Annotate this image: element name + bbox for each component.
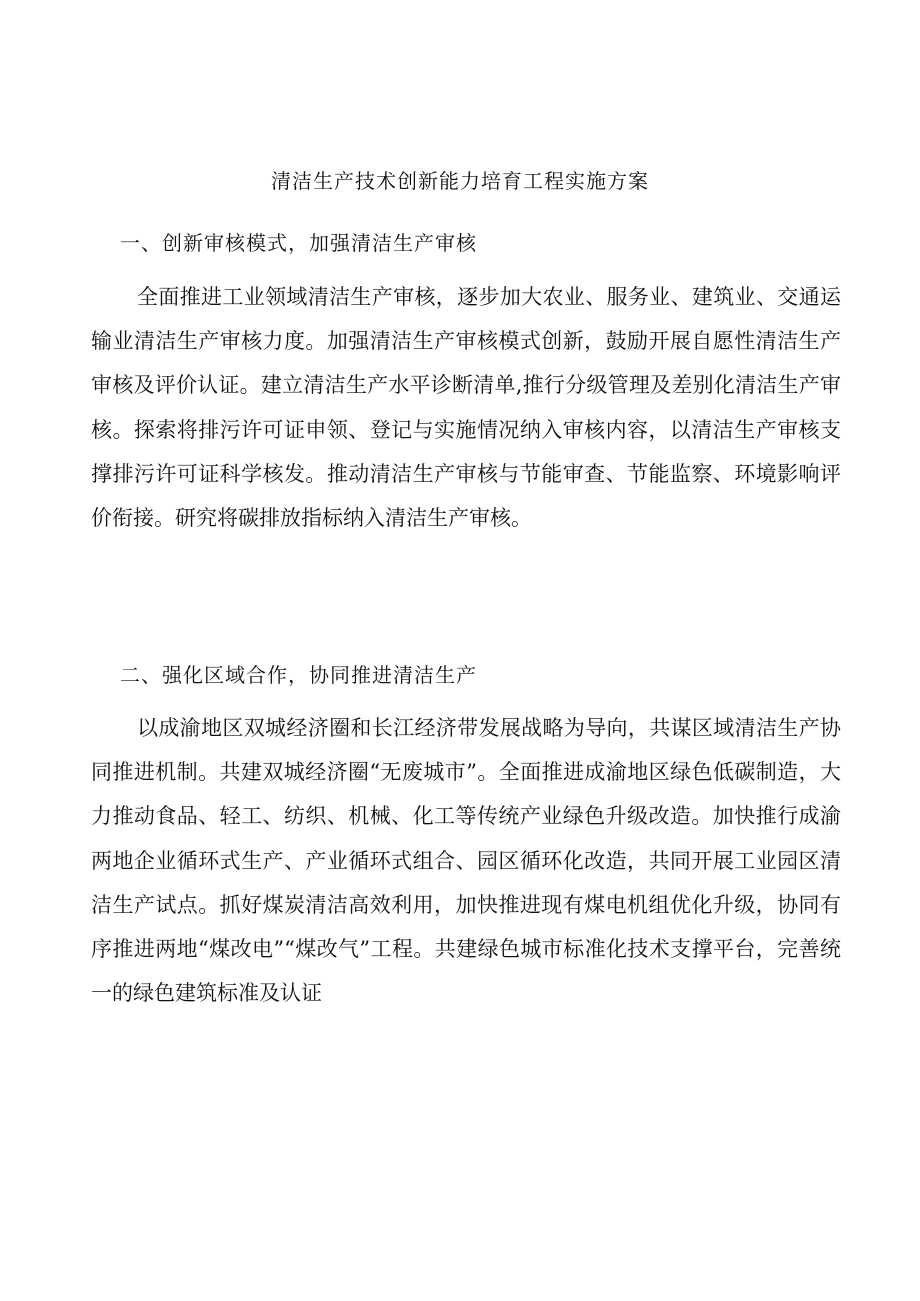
section-paragraph-2: 以成渝地区双城经济圈和长江经济带发展战略为导向，共谋区域清洁生产协同推进机制。共建双城经济圈“无废城市”。全面推进成渝地区绿色低碳制造，大力推动食品、轻工、纺织、机械、化工等传统产业绿色升级改造。加快推行成渝两地企业循环式生产、产业循环式组合、园区循环化改造，共同开展工业园区清洁生产试点。抓好煤炭清洁高效利用，加快推进现有煤电机组优化升级，协同有序推进两地“煤改电”“煤改气”工程。共建绿色城市标准化技术支撑平台，完善统一的绿色建筑标准及认证 bbox=[91, 716, 841, 1006]
document-title: 清洁生产技术创新能力培育工程实施方案 bbox=[271, 169, 649, 193]
section-heading-1: 一、创新审核模式，加强清洁生产审核 bbox=[120, 231, 477, 255]
section-heading-2: 二、强化区域合作，协同推进清洁生产 bbox=[120, 663, 477, 687]
section-paragraph-1: 全面推进工业领域清洁生产审核，逐步加大农业、服务业、建筑业、交通运输业清洁生产审核力度。加强清洁生产审核模式创新，鼓励开展自愿性清洁生产审核及评价认证。建立清洁生产水平诊断清单,推行分级管理及差别化清洁生产审核。探索将排污许可证申领、登记与实施情况纳入审核内容，以清洁生产审核支撑排污许可证科学核发。推动清洁生产审核与节能审查、节能监察、环境影响评价衔接。研究将碳排放指标纳入清洁生产审核。 bbox=[91, 285, 841, 531]
